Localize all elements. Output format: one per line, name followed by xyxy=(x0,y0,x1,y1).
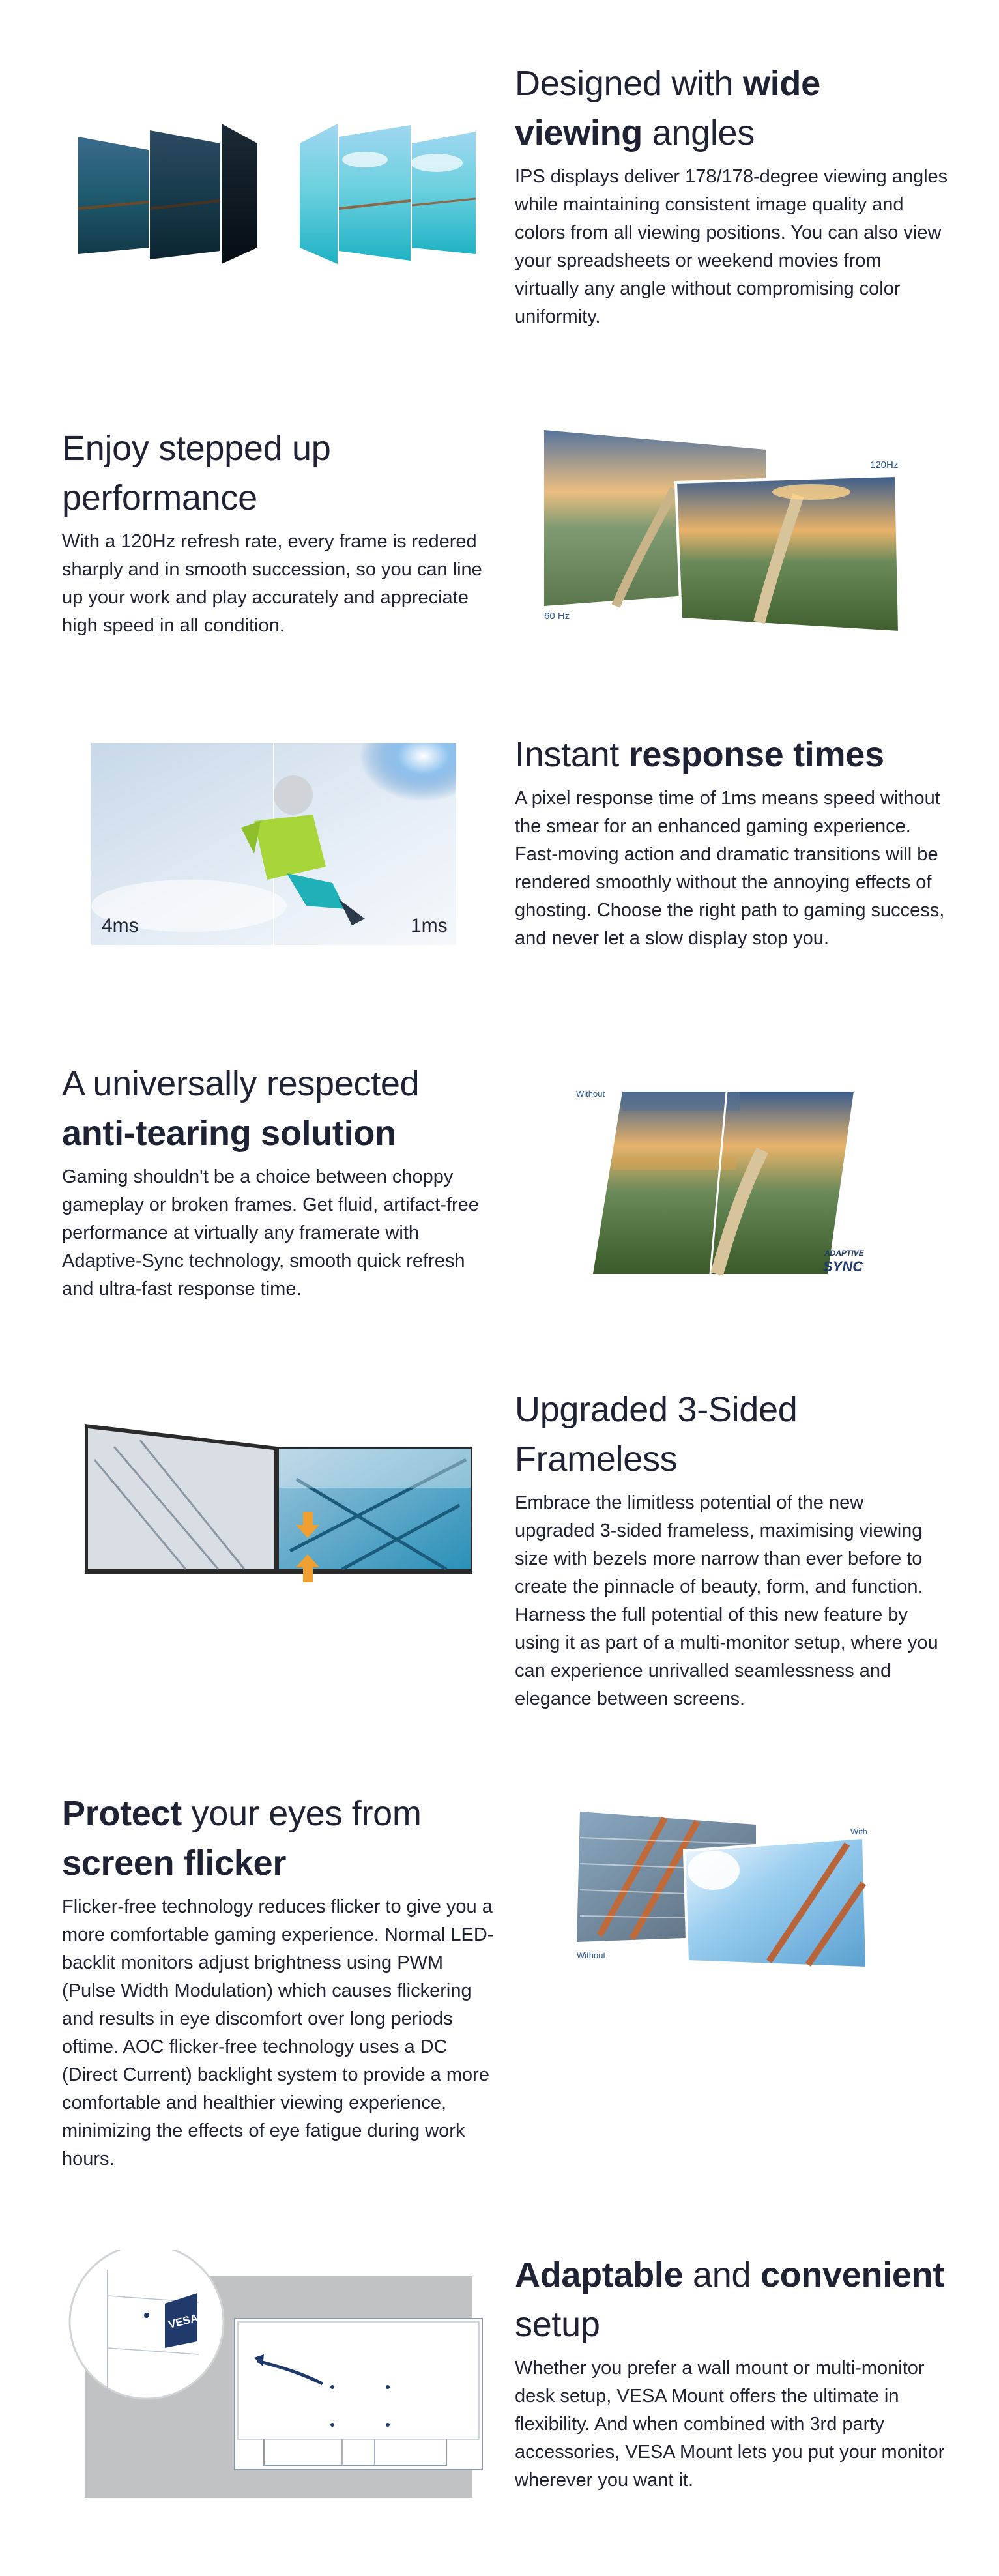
refresh-rate-image xyxy=(538,430,916,639)
section-flicker-free xyxy=(0,1789,999,2167)
section-title: Protect your eyes from screen flicker xyxy=(62,1794,422,1883)
section-body: Embrace the limitless potential of the new upgraded 3-sided frameless, maximising viewing size with bezels more narrow than ever before to create the pinnacle of beauty, form, and function. Harness the full potential of this new feature by using it as part of a multi-monitor setup, where you can experience unrivalled seamlessness and elegance between screens. xyxy=(515,1492,938,1709)
vesa-mount-image xyxy=(68,2250,485,2504)
section-body: Gaming shouldn't be a choice between choppy gameplay or broken frames. Get fluid, artifact-free performance at virtually any framerate with Adaptive-Sync technology, smooth quick refresh and ultra-fast response time. xyxy=(62,1166,479,1299)
flicker-free-image xyxy=(573,1805,880,1988)
label-60hz: 60 Hz xyxy=(544,611,570,622)
section-adaptive-sync xyxy=(0,1059,999,1320)
adaptive-sync-logo-top: ADAPTIVE xyxy=(824,1249,864,1258)
section-vesa xyxy=(0,2250,999,2524)
frameless-image xyxy=(81,1421,479,1584)
section-title: Enjoy stepped up performance xyxy=(62,429,331,517)
section-frameless xyxy=(0,1385,999,1724)
section-title: A universally respected anti-tearing solution xyxy=(62,1064,420,1153)
section-body: Flicker-free technology reduces flicker to give you a more comfortable gaming experience. Normal LED-backlit monitors adjust brightness using PWM (Pulse Width Modulation) which causes flickering and results in eye discomfort over long periods oftime. AOC flicker-free technology uses a DC (Direct Current) backlight system to provide a more comfortable and healthier viewing experience, minimizing the effects of eye fatigue during work hours. xyxy=(62,1896,494,2169)
viewing-angles-image xyxy=(72,117,482,267)
response-time-image xyxy=(91,743,456,945)
section-body: IPS displays deliver 178/178-degree viewing angles while maintaining consistent image quality and colors from all viewing positions. You can also view your spreadsheets or weekend movies from virtually any angle without compromising color uniformity. xyxy=(515,166,948,327)
section-response-time xyxy=(0,730,999,991)
section-title: Adaptable and convenient setup xyxy=(515,2255,945,2344)
section-title: Instant response times xyxy=(515,735,884,774)
label-4ms: 4ms xyxy=(102,915,139,936)
vesa-badge-label: VESA xyxy=(167,2311,199,2331)
adaptive-sync-logo-bottom: SYNC xyxy=(823,1258,863,1275)
section-title: Upgraded 3-Sided Frameless xyxy=(515,1390,798,1479)
section-body: With a 120Hz refresh rate, every frame is redered sharply and in smooth succession, so you can line up your work and play accurately and appreciate high speed in all condition. xyxy=(62,531,482,636)
label-with: With xyxy=(850,1827,867,1836)
section-viewing-angles xyxy=(0,59,999,345)
label-without: Without xyxy=(576,1089,605,1099)
section-body: A pixel response time of 1ms means speed without the smear for an enhanced gaming experience. Fast-moving action and dramatic transitions will be rendered smoothly without the annoying effects of ghosting. Choose the right path to gaming success, and never let a slow display stop you. xyxy=(515,788,945,949)
section-body: Whether you prefer a wall mount or multi-monitor desk setup, VESA Mount offers the ultimate in flexibility. And when combined with 3rd party accessories, VESA Mount lets you put your monitor wherever you want it. xyxy=(515,2358,945,2491)
label-1ms: 1ms xyxy=(411,915,448,936)
section-title: Designed with wide viewing angles xyxy=(515,64,820,152)
adaptive-sync-image xyxy=(567,1078,867,1294)
label-120hz: 120Hz xyxy=(870,459,899,470)
label-without: Without xyxy=(577,1950,606,1960)
section-refresh-rate xyxy=(0,424,999,671)
